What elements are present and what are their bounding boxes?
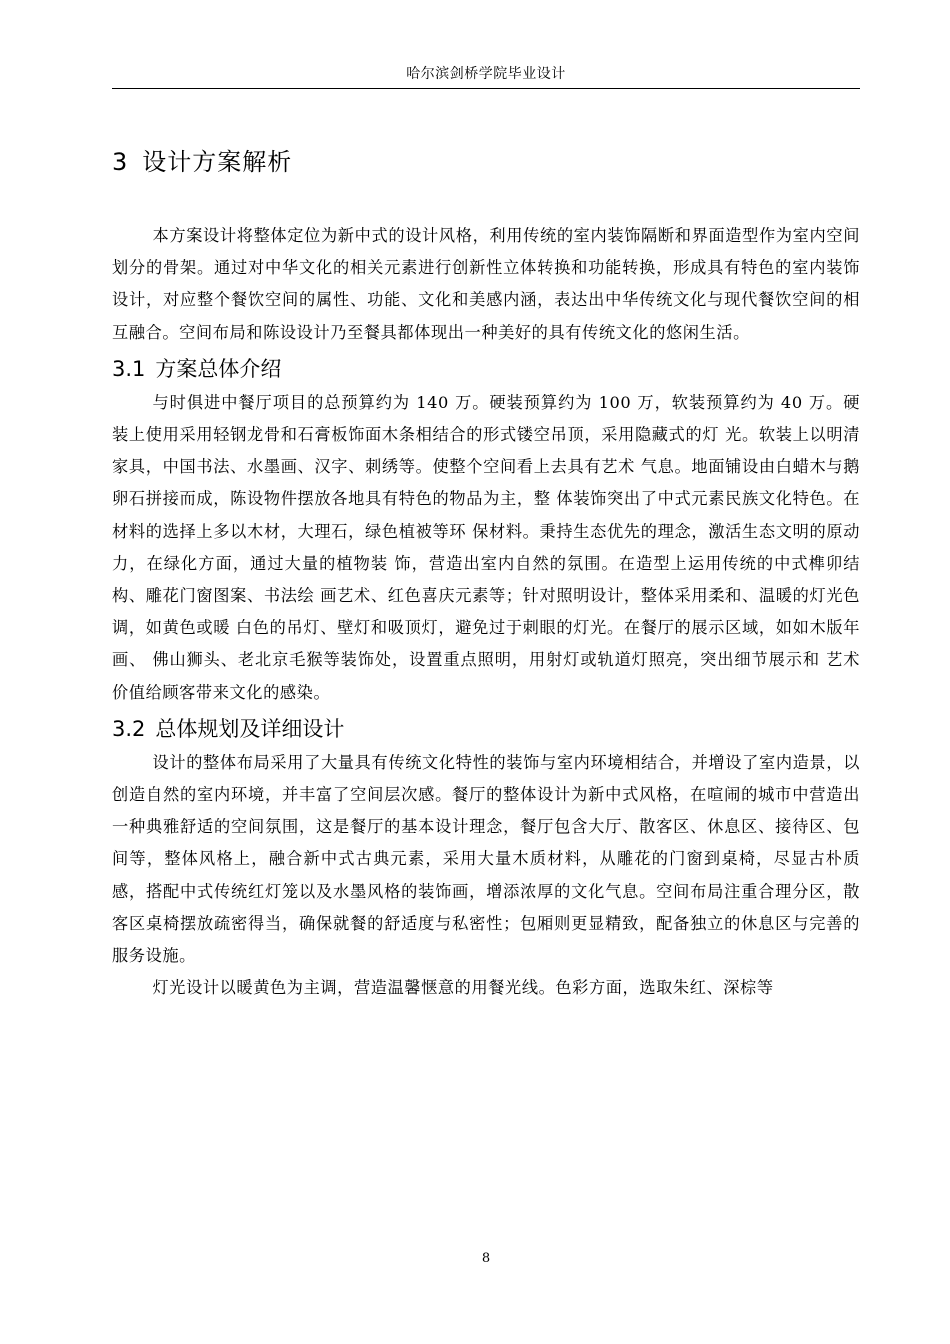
section-3-2-paragraph-1: 设计的整体布局采用了大量具有传统文化特性的装饰与室内环境相结合，并增设了室内造景，以创造自然的室内环境，并丰富了空间层次感。餐厅的整体设计为新中式风格，在喧闹的城市中营造出一种典雅舒适的空间氛围，这是餐厅的基本设计理念，餐厅包含大厅、散客区、休息区、接待区、包间等，整体风格上，融合新中式古典元素，采用大量木质材料，从雕花的门窗到桌椅，尽显古朴质感，搭配中式传统红灯笼以及水墨风格的装饰画，增添浓厚的文化气息。空间布局注重合理分区，散客区桌椅摆放疏密得当，确保就餐的舒适度与私密性；包厢则更显精致，配备独立的休息区与完善的服务设施。 [112, 752, 860, 966]
section-heading-3-2 [112, 711, 860, 747]
section-3-2-paragraph-2: 灯光设计以暖黄色为主调，营造温馨惬意的用餐光线。色彩方面，选取朱红、深棕等 [152, 978, 774, 998]
header-divider [112, 88, 860, 89]
section-title: 总体规划及详细设计 [155, 716, 345, 741]
running-header: 哈尔滨剑桥学院毕业设计 [406, 66, 566, 82]
chapter-heading [112, 140, 860, 184]
page-number: 8 [481, 1251, 491, 1266]
page-body [112, 140, 860, 1004]
chapter-number: 3 [112, 148, 129, 176]
chapter-intro-paragraph: 本方案设计将整体定位为新中式的设计风格，利用传统的室内装饰隔断和界面造型作为室内空间划分的骨架。通过对中华文化的相关元素进行创新性立体转换和功能转换，形成具有特色的室内装饰设计，对应整个餐饮空间的属性、功能、文化和美感内涵，表达出中华传统文化与现代餐饮空间的相互融合。空间布局和陈设设计乃至餐具都体现出一种美好的具有传统文化的悠闲生活。 [112, 226, 860, 342]
section-3-1-paragraph: 与时俱进中餐厅项目的总预算约为 140 万。硬装预算约为 100 万，软装预算约为 40 万。硬装上使用采用轻钢龙骨和石膏板饰面木条相结合的形式镂空吊顶，采用隐藏式的灯 光。软装上以明清家具，中国书法、水墨画、汉字、刺绣等。使整个空间看上去具有艺术 气息。地面铺设由白蜡木与鹅卵石拼接而成，陈设物件摆放各地具有特色的物品为主，整 体装饰突出了中式元素民族文化特色。在材料的选择上多以木材，大理石，绿色植被等环 保材料。秉持生态优先的理念，激活生态文明的原动力，在绿化方面，通过大量的植物装 饰，营造出室内自然的氛围。在造型上运用传统的中式榫卯结构、雕花门窗图案、书法绘 画艺术、红色喜庆元素等；针对照明设计，整体采用柔和、温暖的灯光色调，如黄色或暖 白色的吊灯、壁灯和吸顶灯，避免过于刺眼的灯光。在餐厅的展示区域，如如木版年画、 佛山狮头、老北京毛猴等装饰处，设置重点照明，用射灯或轨道灯照亮，突出细节展示和 艺术价值给顾客带来文化的感染。 [112, 392, 860, 702]
section-number: 3.1 [112, 356, 146, 381]
section-title: 方案总体介绍 [155, 356, 282, 381]
chapter-title: 设计方案解析 [142, 148, 293, 176]
section-number: 3.2 [112, 716, 146, 741]
section-heading-3-1 [112, 351, 860, 387]
